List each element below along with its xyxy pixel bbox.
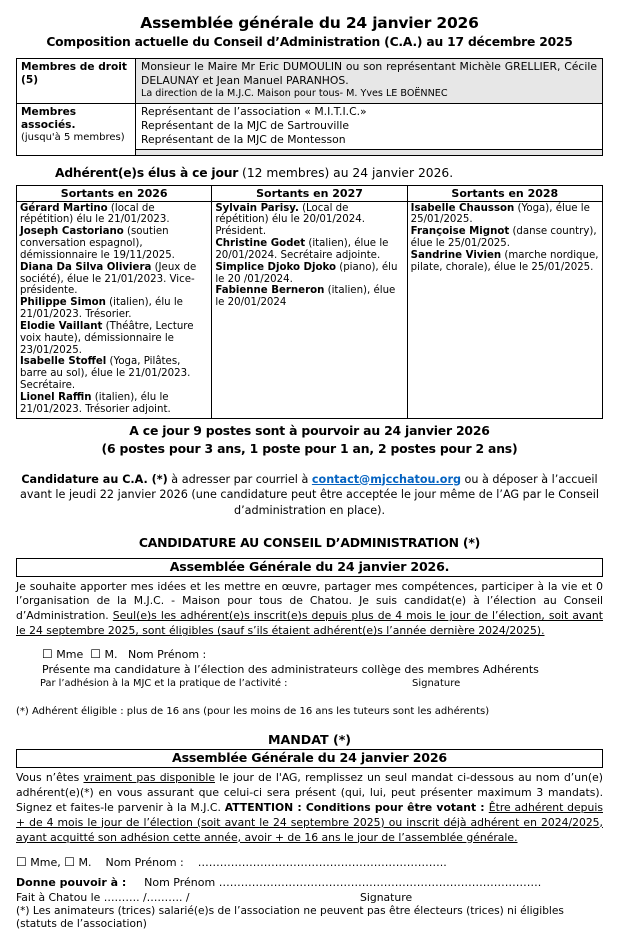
- direction-text: La direction de la M.J.C. Maison pour tous- M. Yves LE BOËNNEC: [141, 88, 448, 100]
- member-entry: Diana Da Silva Oliviera (Jeux de société), élue le 21/01/2023. Vice-présidente.: [20, 261, 197, 297]
- member-entry: Lionel Raffin (italien), élu le 21/01/2023. Trésorier adjoint.: [20, 391, 171, 415]
- row-label: Membres de droit (5): [17, 59, 136, 104]
- member-name: Christine Godet: [215, 238, 306, 250]
- member-name: Françoise Mignot: [410, 226, 510, 238]
- text-segment: Nom Prénom: [130, 875, 219, 889]
- member-name: Gérard Martino: [20, 202, 108, 214]
- checkbox-m[interactable]: ☐: [90, 647, 101, 662]
- text-segment: Adhérent(e)s élus à ce jour: [55, 165, 239, 180]
- row-content: [136, 103, 603, 149]
- text-segment: Seul(e)s les adhérent(e)s inscrit(e)s depuis plus de 4 mois le jour de l’élection, soit avant le 24 septembre 2025, sont éligibles (sauf s’ils étaient adhérent(e)s l’année dernière 2024/2025).: [16, 609, 604, 638]
- member-entry: Christine Godet (italien), élue le 20/01/2024. Secrétaire adjointe.: [215, 238, 389, 261]
- members-col-header-2028: Sortants en 2028: [407, 185, 602, 201]
- members-col-2027: [212, 201, 407, 418]
- representant-line: Représentant de la MJC de Montesson: [141, 132, 346, 146]
- text-segment: Mme,: [26, 855, 65, 869]
- members-col-2026: [17, 201, 212, 418]
- mandat-box-header: Assemblée Générale du 24 janvier 2026: [16, 749, 603, 768]
- representant-line: Représentant de la MJC de Sartrouville: [141, 118, 350, 132]
- candidature-footnote: (*) Adhérent éligible : plus de 16 ans (pour les moins de 16 ans les tuteurs sont les adhérents): [16, 706, 490, 718]
- text-segment: Vous n’êtes: [16, 771, 84, 785]
- members-header-row: [17, 185, 603, 201]
- signature-label: Signature: [412, 678, 461, 690]
- page-subtitle: Composition actuelle du Conseil d’Administration (C.A.) au 17 décembre 2025: [46, 35, 573, 49]
- text-segment: (12 membres) au 24 janvier 2026.: [238, 165, 454, 180]
- member-name: Elodie Vaillant: [20, 320, 103, 332]
- checkbox-m[interactable]: ☐: [64, 854, 75, 869]
- text-segment: à adresser par courriel à: [167, 472, 312, 486]
- fait-signature-row: [16, 891, 603, 904]
- composition-row-membres-associes: [17, 103, 603, 149]
- text-segment: ATTENTION : Conditions pour être votant :: [224, 800, 489, 814]
- member-entry: Philippe Simon (italien), élu le 21/01/2023. Trésorier.: [20, 297, 183, 321]
- donne-pouvoir-line: [16, 876, 603, 889]
- members-body-row: [17, 201, 603, 418]
- elected-members-table: [16, 185, 603, 419]
- mandat-checkbox-line: [16, 855, 603, 869]
- checkbox-mme[interactable]: ☐: [42, 647, 53, 662]
- adhesion-label: Par l’adhésion à la MJC et la pratique de l’activité :: [40, 678, 288, 690]
- postes-line1: A ce jour 9 postes sont à pourvoir au 24 janvier 2026: [129, 422, 490, 438]
- candidature-intro: [16, 580, 603, 640]
- member-name: Sandrine Vivien: [410, 249, 502, 261]
- membres-de-droit-text: Monsieur le Maire Mr Eric DUMOULIN ou son représentant Michèle GRELLIER, Cécile DELAUNAY et Jean Manuel PARANHOS.: [141, 60, 597, 88]
- member-entry: Françoise Mignot (danse country), élue le 25/01/2025.: [410, 226, 597, 250]
- dotted-field: …………………………………………………………..: [197, 855, 447, 869]
- member-entry: Sylvain Parisy. (Local de répétition) élu le 20/01/2024. Président.: [215, 202, 365, 238]
- adherents-elus-line: [55, 166, 603, 180]
- postes-heading: [16, 422, 603, 458]
- mandat-section: [16, 732, 603, 932]
- member-name: Sylvain Parisy.: [215, 202, 299, 214]
- postes-line2: (6 postes pour 3 ans, 1 poste pour 1 an, 2 postes pour 2 ans): [101, 440, 518, 456]
- row-content: [136, 59, 603, 104]
- composition-row-membres-de-droit: [17, 59, 603, 104]
- candidature-section: [16, 558, 603, 718]
- mandat-footnote: (*) Les animateurs (trices) salarié(e)s de l’association ne peuvent pas être électeurs (trices) ni éligibles (statuts de l’association): [16, 904, 564, 931]
- member-entry: Gérard Martino (local de répétition) élu le 21/01/2023.: [20, 202, 170, 226]
- text-segment: le jour de l'AG, remplissez un seul mandat ci-dessous au nom d’un(e) adhérent(e)(*) en vous assurant que celui-ci sera présent (qui, lui, peut présenter maximum 3 mandats). Signez et faites-le parvenir à la M.J.C.: [16, 771, 603, 814]
- text-segment: ou à déposer à l’accueil avant le jeudi 22 janvier 2026 (une candidature peut être acceptée le jour même de l’AG par le Conseil d’administration en place).: [20, 472, 599, 517]
- candidature-checkbox-line: [42, 647, 603, 661]
- member-entry: Sandrine Vivien (marche nordique, pilate, chorale), élue le 25/01/2025.: [410, 249, 599, 273]
- member-entry: Isabelle Chausson (Yoga), élue le 25/01/2025.: [410, 202, 590, 226]
- member-entry: Elodie Vaillant (Théâtre, Lecture voix haute), démissionnaire le 23/01/2025.: [20, 320, 194, 356]
- row-label: [17, 103, 136, 155]
- text-segment: Donne pouvoir à :: [16, 875, 131, 889]
- member-name: Simplice Djoko Djoko: [215, 261, 336, 273]
- member-entry: Isabelle Stoffel (Yoga, Pilâtes, barre au sol), élue le 21/01/2023. Secrétaire.: [20, 356, 191, 392]
- mandat-body: [16, 771, 603, 845]
- text-segment: M. Nom Prénom :: [75, 855, 198, 869]
- mandat-heading: MANDAT (*): [267, 732, 352, 748]
- member-name: Lionel Raffin: [20, 391, 92, 403]
- adhesion-signature-row: [40, 678, 603, 689]
- membres-associes-sublabel: (jusqu'à 5 membres): [21, 132, 125, 143]
- candidature-notice: [18, 472, 601, 519]
- contact-email-link[interactable]: contact@mjcchatou.org: [311, 472, 461, 486]
- member-name: Diana Da Silva Oliviera: [20, 261, 152, 273]
- member-name: Isabelle Stoffel: [20, 356, 107, 368]
- member-name: Fabienne Berneron: [215, 285, 325, 297]
- presente-line: Présente ma candidature à l’élection des administrateurs collège des membres Adhérents: [42, 663, 539, 677]
- empty-strip: [136, 149, 603, 155]
- member-name: Isabelle Chausson: [410, 202, 515, 214]
- membres-associes-label: Membres associés.: [21, 105, 77, 131]
- text-segment: Mme: [52, 648, 91, 662]
- page-title: Assemblée générale du 24 janvier 2026: [140, 14, 479, 32]
- candidature-section-heading: CANDIDATURE AU CONSEIL D’ADMINISTRATION (*): [138, 534, 481, 550]
- signature-label: Signature: [360, 890, 413, 904]
- member-entry: Simplice Djoko Djoko (piano), élu le 20 /01/2024.: [215, 261, 398, 285]
- text-segment: Candidature au C.A. (*): [21, 472, 168, 486]
- dotted-field: …………………………………………………………………………….: [218, 875, 542, 889]
- text-segment: vraiment pas disponible: [83, 771, 215, 785]
- composition-table: [16, 58, 603, 156]
- members-col-header-2026: Sortants en 2026: [17, 185, 212, 201]
- fait-a-chatou-label: Fait à Chatou le ………. /………. /: [16, 890, 190, 904]
- members-col-2028: [407, 201, 602, 418]
- member-entry: Joseph Castoriano (soutien conversation espagnol), démissionnaire le 19/11/2025.: [20, 226, 175, 261]
- member-name: Joseph Castoriano: [20, 226, 124, 238]
- representant-line: Représentant de l’association « M.I.T.I.C.»: [141, 104, 367, 118]
- text-segment: Je souhaite apporter mes idées et les mettre en œuvre, partager mes compétences, participer à la vie et 0 l’organisation de la M.J.C. - Maison pour tous de Chatou. Je suis candidat(e) à l’élection au Conseil d’Administration.: [16, 579, 603, 623]
- text-segment: Être adhérent depuis + de 4 mois le jour de l’élection (soit avant le 24 septembre 2025) ou inscrit déjà adhérent en 2024/2025, ayant acquitté son adhésion cette année, avoir + de 16 ans le jour de l’assemblée générale.: [16, 800, 603, 844]
- candidature-box-header: Assemblée Générale du 24 janvier 2026.: [16, 558, 603, 577]
- member-entry: Fabienne Berneron (italien), élue le 20/01/2024: [215, 285, 396, 309]
- member-name: Philippe Simon: [20, 297, 106, 309]
- checkbox-mme[interactable]: ☐: [16, 854, 27, 869]
- members-col-header-2027: Sortants en 2027: [212, 185, 407, 201]
- text-segment: M. Nom Prénom :: [101, 648, 210, 662]
